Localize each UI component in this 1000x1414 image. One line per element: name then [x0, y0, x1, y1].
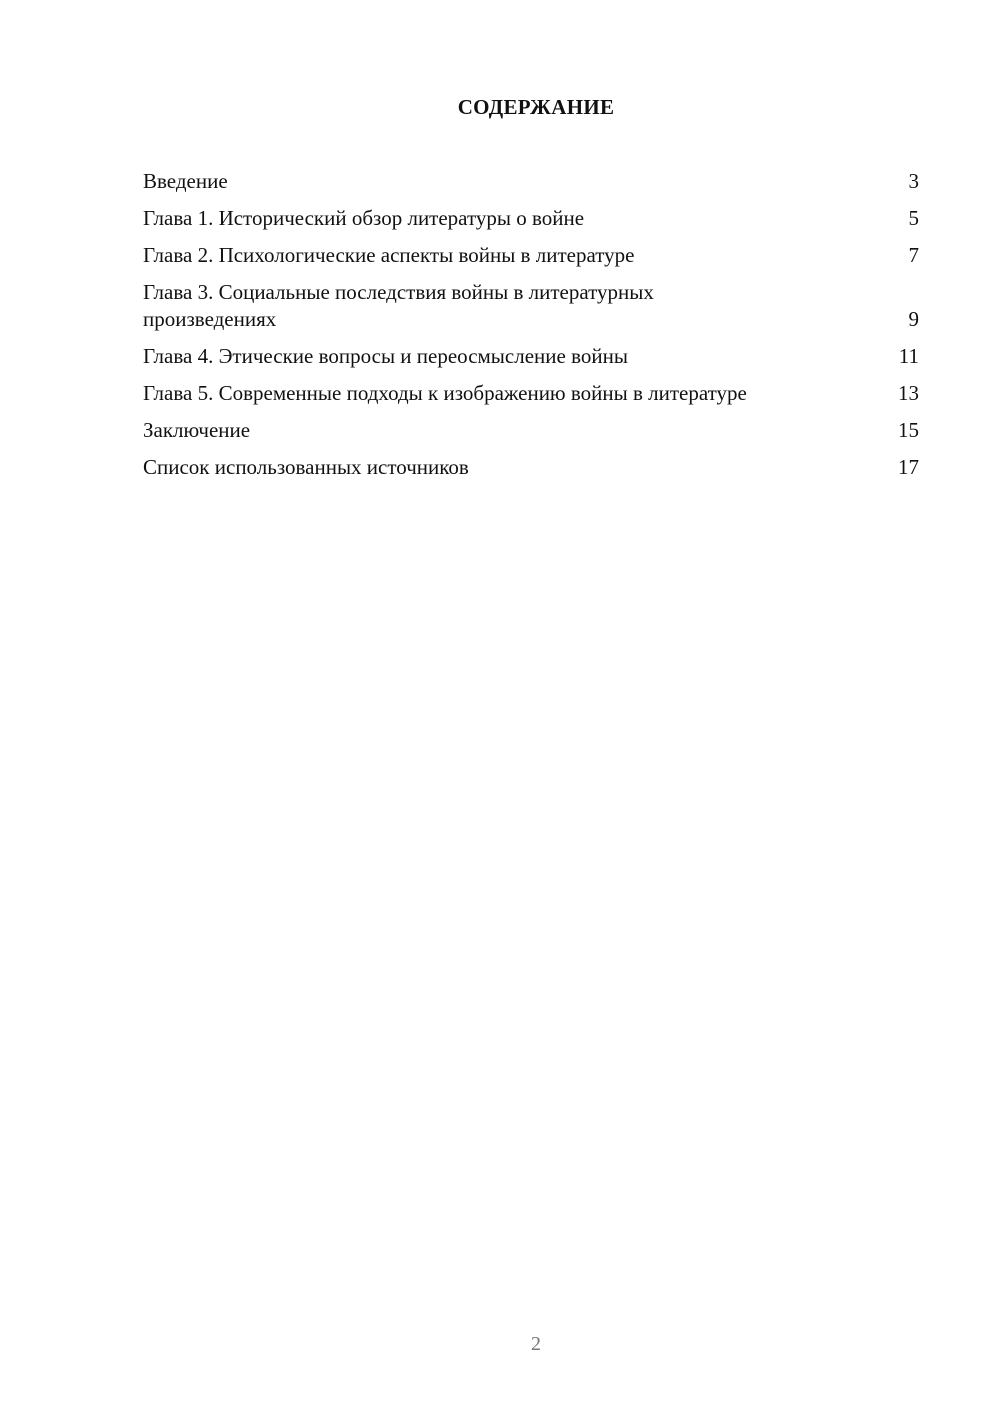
- toc-entry-introduction[interactable]: [143, 168, 919, 195]
- toc-entry-label: Глава 5. Современные подходы к изображению войны в литературе: [143, 381, 747, 405]
- toc-entry-label: Введение: [143, 169, 228, 193]
- toc-entry-label: Глава 3. Социальные последствия войны в литературных произведениях: [143, 280, 654, 331]
- toc-entry-chapter-3[interactable]: [143, 279, 919, 333]
- toc-entry-page: 5: [908, 206, 919, 230]
- table-of-contents: [143, 168, 919, 491]
- toc-entry-page: 15: [898, 418, 919, 442]
- toc-title: СОДЕРЖАНИЕ: [457, 95, 615, 119]
- toc-entry-label: Заключение: [143, 418, 251, 442]
- toc-entry-page: 11: [898, 344, 919, 368]
- toc-entry-label: Глава 4. Этические вопросы и переосмысление войны: [143, 344, 628, 368]
- toc-entry-page: 3: [908, 169, 919, 193]
- toc-entry-label: Глава 2. Психологические аспекты войны в литературе: [143, 243, 635, 267]
- toc-entry-conclusion[interactable]: [143, 417, 919, 444]
- toc-entry-chapter-2[interactable]: [143, 242, 919, 269]
- toc-entry-page: 9: [908, 307, 919, 331]
- toc-entry-page: 13: [898, 381, 919, 405]
- toc-entry-chapter-5[interactable]: [143, 380, 919, 407]
- toc-entry-chapter-4[interactable]: [143, 343, 919, 370]
- toc-entry-page: 7: [908, 243, 919, 267]
- toc-entry-page: 17: [898, 455, 919, 479]
- page-number: 2: [531, 1333, 541, 1355]
- toc-entry-references[interactable]: [143, 454, 919, 481]
- toc-entry-label: Глава 1. Исторический обзор литературы о войне: [143, 206, 585, 230]
- toc-entry-chapter-1[interactable]: [143, 205, 919, 232]
- toc-entry-label: Список использованных источников: [143, 455, 469, 479]
